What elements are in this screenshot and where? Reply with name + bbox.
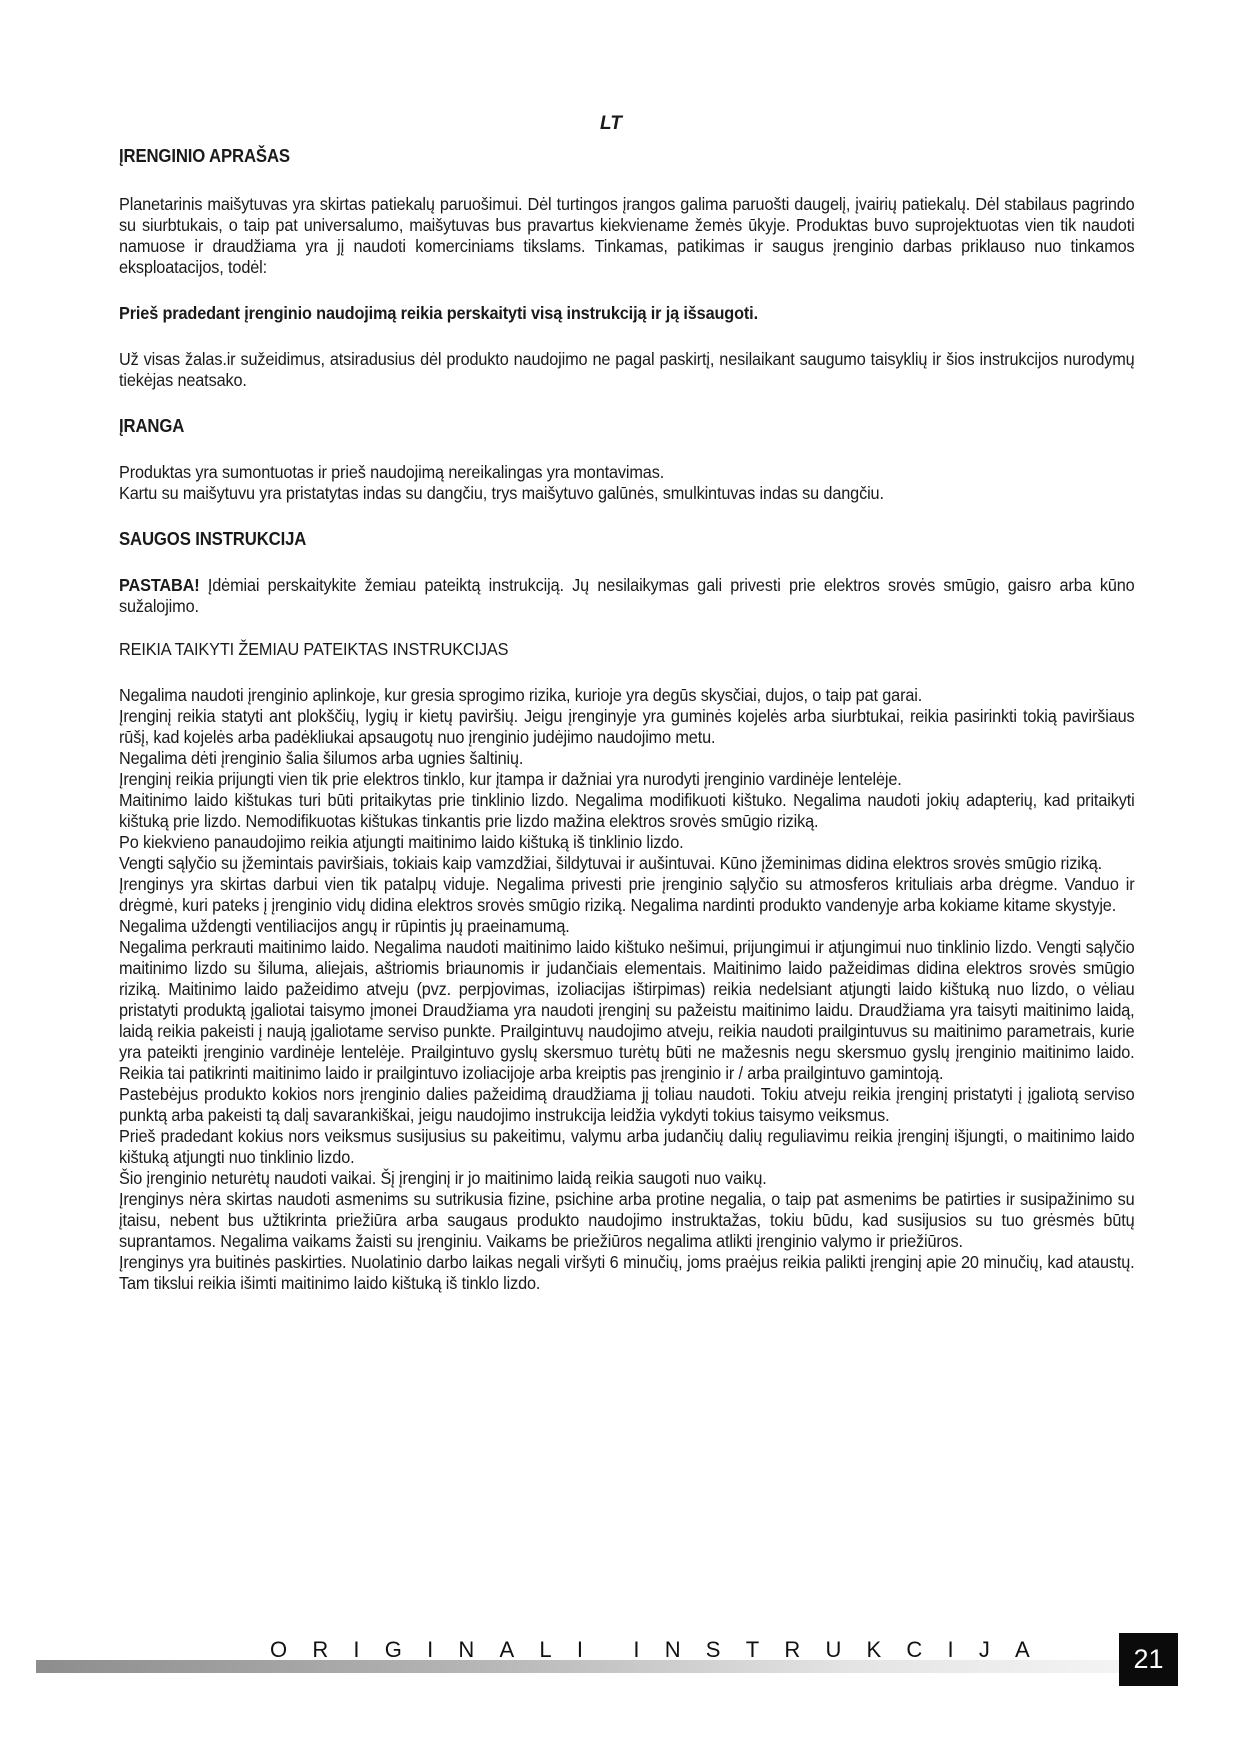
list-item: Negalima dėti įrenginio šalia šilumos arba ugnies šaltinių. (119, 748, 524, 768)
footer-letter: T (745, 1637, 760, 1662)
paragraph-equipment-2: Kartu su maišytuvu yra pristatytas indas su dangčiu, trys maišytuvo galūnės, smulkintuvas indas su dangčiu. (119, 483, 884, 503)
footer-letter: J (978, 1637, 990, 1662)
paragraph-note (119, 575, 1135, 617)
footer-letter: G (384, 1637, 402, 1662)
section-title-equipment: ĮRANGA (119, 416, 185, 436)
safety-list (119, 685, 1135, 1294)
section-title-safety: SAUGOS INSTRUKCIJA (119, 529, 307, 549)
footer-letter: A (1015, 1637, 1030, 1662)
footer-letter: C (906, 1637, 923, 1662)
list-item: Negalima perkrauti maitinimo laido. Negalima naudoti maitinimo laido kištuko nešimui, prijungimui ir atjungimui nuo tinklinio lizdo. Vengti sąlyčio maitinimo lizdo su šiluma, aliejais, aštriomis briaunomis ir judančiais elementais. Maitinimo laido pažeidimas didina elektros srovės smūgio riziką. Maitinimo laido pažeidimo atveju (pvz. perpjovimas, izoliacijas ištirpimas) reikia nedelsiant atjungti laido kištuką nuo lizdo, o vėliau pristatyti produktą įgaliotai taisymo įmonei Draudžiama yra naudoti įrenginį su pažeistu maitinimo laidu. Draudžiama yra taisyti maitinimo laidą, laidą reikia pakeisti į naują įgaliotame serviso punkte. Prailgintuvų naudojimo atveju, reikia naudoti prailgintuvus su maitinimo parametrais, kurie yra pateikti įrenginio vardinėje lentelėje. Prailgintuvo gyslų skersmuo turėtų būti ne mažesnis negu skersmuo gyslų įrenginio maitinimo laido. Reikia tai patikrinti maitinimo laido ir prailgintuvo izoliacijoje arba kreiptis pas įrenginio ir / arba prailgintuvo gamintoją. (119, 937, 1135, 1083)
list-item: Įrenginys nėra skirtas naudoti asmenims su sutrikusia fizine, psichine arba protine negalia, o taip pat asmenims be patirties ir susipažinimo su įtaisu, nebent bus užtikrinta priežiūra arba saugaus produkto naudojimo instruktažas, tokiu būdu, kad susijusios su tuo grėsmės būtų suprantamos. Negalima vaikams žaisti su įrenginiu. Vaikams be priežiūros negalima atlikti įrenginio valymo ir priežiūros. (119, 1189, 1135, 1251)
list-item: Įrenginys yra skirtas darbui vien tik patalpų viduje. Negalima privesti prie įrenginio sąlyčio su atmosferos krituliais arba drėgme. Vanduo ir drėgmė, kuri pateks į įrenginio vidų didina elektros srovės smūgio riziką. Negalima nardinti produkto vandenyje arba kokiame kitame skystyje. (119, 874, 1135, 915)
list-item: Vengti sąlyčio su įžemintais paviršiais, tokiais kaip vamzdžiai, šildytuvai ir aušintuvai. Kūno įžeminimas didina elektros srovės smūgio riziką. (119, 853, 1103, 873)
footer-title (270, 1637, 1030, 1663)
footer-letter: I (633, 1637, 640, 1662)
footer-letter: S (705, 1637, 721, 1662)
section-title-description: ĮRENGINIO APRAŠAS (119, 146, 290, 166)
list-item: Įrenginį reikia prijungti vien tik prie elektros tinklo, kur įtampa ir dažniai yra nurodyti įrenginio vardinėje lentelėje. (119, 769, 902, 789)
paragraph-equipment-1: Produktas yra sumontuotas ir prieš naudojimą nereikalingas yra montavimas. (119, 462, 665, 482)
list-item: Negalima naudoti įrenginio aplinkoje, kur gresia sprogimo rizika, kurioje yra degūs skysčiai, dujos, o taip pat garai. (119, 685, 923, 705)
footer-letter: N (664, 1637, 681, 1662)
footer-letter: I (353, 1637, 360, 1662)
footer-letter: O (270, 1637, 288, 1662)
footer-letter: U (825, 1637, 842, 1662)
footer-letter: I (576, 1637, 583, 1662)
list-item: Įrenginys yra buitinės paskirties. Nuolatinio darbo laikas negali viršyti 6 minučių, joms praėjus reikia palikti įrenginį apie 20 minučių, kad ataustų. Tam tikslui reikia išimti maitinimo laido kištuką iš tinklo lizdo. (119, 1252, 1135, 1293)
paragraph-liability: Už visas žalas.ir sužeidimus, atsiradusius dėl produkto naudojimo ne pagal paskirtį, nesilaikant saugumo taisyklių ir šios instrukcijos nurodymų tiekėjas neatsako. (119, 349, 1135, 390)
footer-letter: A (499, 1637, 515, 1662)
footer-letter: R (312, 1637, 329, 1662)
footer-letter: I (947, 1637, 954, 1662)
footer-letter: N (458, 1637, 475, 1662)
footer-letter: R (784, 1637, 801, 1662)
list-item: Prieš pradedant kokius nors veiksmus susijusius su pakeitimu, valymu arba judančių dalių reguliavimu reikia įrenginį išjungti, o maitinimo laido kištuką atjungti nuo tinklinio lizdo. (119, 1126, 1135, 1167)
list-item: Pastebėjus produkto kokios nors įrenginio dalies pažeidimą draudžiama jį toliau naudoti. Tokiu atveju reikia įrenginį pristatyti į įgaliotą serviso punktą arba pakeisti tą dalį savarankiškai, jeigu naudojimo instrukcija leidžia vykdyti tokius taisymo veiksmus. (119, 1084, 1135, 1125)
list-item: Maitinimo laido kištukas turi būti pritaikytas prie tinklinio lizdo. Negalima modifikuoti kištuko. Negalima naudoti jokių adapterių, kad pritaikyti kištuką prie lizdo. Nemodifikuotas kištukas tinkantis prie lizdo mažina elektros srovės smūgio riziką. (119, 790, 1135, 831)
paragraph-read-instructions: Prieš pradedant įrenginio naudojimą reikia perskaityti visą instrukciją ir ją išsaugoti. (119, 303, 758, 323)
footer-letter: K (866, 1637, 882, 1662)
note-label: PASTABA! (119, 575, 200, 595)
footer-letter: L (539, 1637, 552, 1662)
document-body (119, 146, 1135, 1294)
list-item: Šio įrenginio neturėtų naudoti vaikai. Šį įrenginį ir jo maitinimo laidą reikia saugoti nuo vaikų. (119, 1168, 767, 1188)
safety-subheading: REIKIA TAIKYTI ŽEMIAU PATEIKTAS INSTRUKCIJAS (119, 639, 509, 659)
list-item: Negalima uždengti ventiliacijos angų ir rūpintis jų praeinamumą. (119, 916, 570, 936)
list-item: Įrenginį reikia statyti ant plokščių, lygių ir kietų paviršių. Jeigu įrenginyje yra guminės kojelės arba siurbtukai, reikia pasirinkti tokią paviršiaus rūšį, kad kojelės arba padėkliukai apsaugotų nuo įrenginio judėjimo naudojimo metu. (119, 706, 1135, 747)
note-text: Įdėmiai perskaitykite žemiau pateiktą instrukciją. Jų nesilaikymas gali privesti prie elektros srovės smūgio, gaisro arba kūno sužalojimo. (119, 575, 1135, 616)
language-code: LT (600, 113, 622, 134)
page-number: 21 (1119, 1633, 1178, 1686)
list-item: Po kiekvieno panaudojimo reikia atjungti maitinimo laido kištuką iš tinklinio lizdo. (119, 832, 684, 852)
paragraph-intro: Planetarinis maišytuvas yra skirtas patiekalų paruošimui. Dėl turtingos įrangos galima paruošti daugelį, įvairių patiekalų. Dėl stabilaus pagrindo su siurbtukais, o taip pat universalumo, maišytuvas bus pravartus kiekviename žemės ūkyje. Produktas buvo suprojektuotas vien tik naudoti namuose ir draudžiama yra jį naudoti komerciniams tikslams. Tinkamas, patikimas ir saugus įrenginio darbas priklauso nuo tinkamos eksploatacijos, todėl: (119, 194, 1135, 277)
footer-letter: I (427, 1637, 434, 1662)
